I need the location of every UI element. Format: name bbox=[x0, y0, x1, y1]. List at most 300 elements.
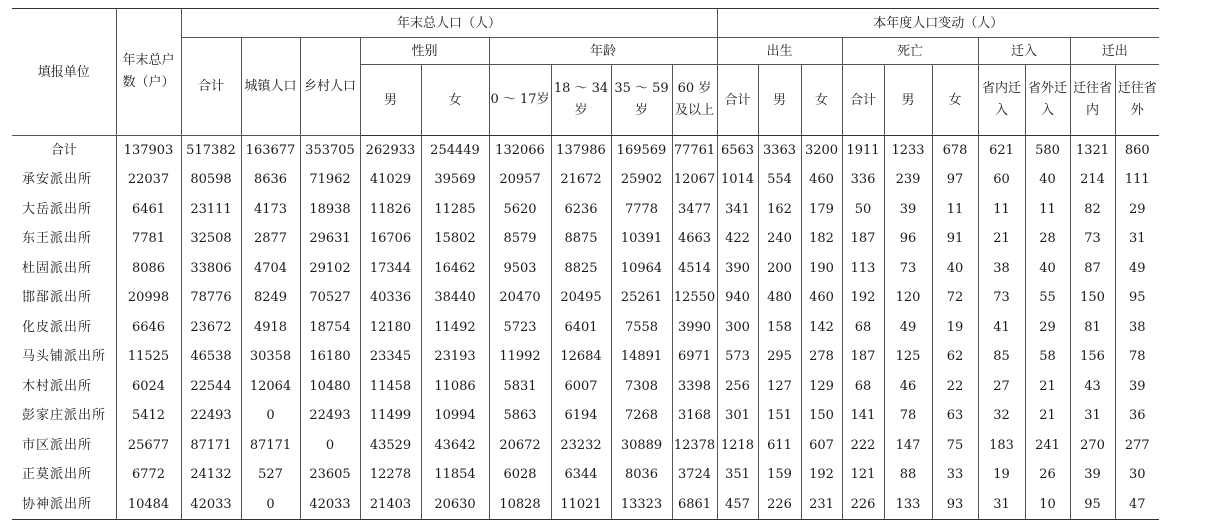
table-cell: 8636 bbox=[241, 165, 300, 195]
table-cell: 11992 bbox=[489, 342, 551, 372]
table-cell: 460 bbox=[801, 165, 842, 195]
table-cell: 336 bbox=[842, 165, 884, 195]
table-cell: 68 bbox=[842, 313, 884, 343]
table-cell: 20957 bbox=[489, 165, 551, 195]
table-cell: 6563 bbox=[717, 136, 758, 166]
table-cell: 78776 bbox=[181, 283, 241, 313]
table-cell: 6646 bbox=[116, 313, 181, 343]
table-cell: 73 bbox=[884, 254, 932, 284]
table-cell: 6461 bbox=[116, 195, 181, 225]
table-cell: 21672 bbox=[551, 165, 611, 195]
table-cell: 12278 bbox=[360, 460, 421, 490]
table-cell: 78 bbox=[884, 401, 932, 431]
table-cell: 517382 bbox=[181, 136, 241, 166]
table-cell: 10994 bbox=[421, 401, 489, 431]
table-cell: 0 bbox=[241, 401, 300, 431]
table-cell: 580 bbox=[1025, 136, 1070, 166]
row-unit-name: 承安派出所 bbox=[22, 172, 93, 188]
table-cell: 14891 bbox=[611, 342, 672, 372]
header-change-group: 本年度人口变动（人） bbox=[717, 9, 1159, 38]
table-cell: 25261 bbox=[611, 283, 672, 313]
table-cell: 26 bbox=[1025, 460, 1070, 490]
row-unit-name: 邯郚派出所 bbox=[22, 290, 93, 306]
table-cell: 55 bbox=[1025, 283, 1070, 313]
table-cell: 226 bbox=[842, 490, 884, 520]
table-cell: 300 bbox=[717, 313, 758, 343]
table-cell: 120 bbox=[884, 283, 932, 313]
table-cell: 163677 bbox=[241, 136, 300, 166]
table-cell: 20998 bbox=[116, 283, 181, 313]
row-unit-name: 东王派出所 bbox=[22, 231, 93, 247]
table-cell: 39 bbox=[884, 195, 932, 225]
table-cell: 29102 bbox=[300, 254, 360, 284]
table-cell: 0 bbox=[300, 431, 360, 461]
table-cell: 73 bbox=[1070, 224, 1115, 254]
table-cell: 277 bbox=[1115, 431, 1159, 461]
table-cell: 226 bbox=[758, 490, 801, 520]
table-cell: 254449 bbox=[421, 136, 489, 166]
table-cell: 3990 bbox=[672, 313, 717, 343]
table-cell: 11826 bbox=[360, 195, 421, 225]
table-cell: 19 bbox=[978, 460, 1025, 490]
table-cell: 142 bbox=[801, 313, 842, 343]
table-cell: 240 bbox=[758, 224, 801, 254]
table-cell: 11 bbox=[978, 195, 1025, 225]
table-cell: 10964 bbox=[611, 254, 672, 284]
table-cell: 1233 bbox=[884, 136, 932, 166]
header-gender: 性别 bbox=[360, 38, 489, 65]
table-cell: 5412 bbox=[116, 401, 181, 431]
table-cell: 111 bbox=[1115, 165, 1159, 195]
population-table-container bbox=[12, 8, 1159, 520]
header-birth-male: 男 bbox=[758, 65, 801, 136]
table-cell: 20630 bbox=[421, 490, 489, 520]
table-cell: 85 bbox=[978, 342, 1025, 372]
table-cell: 33 bbox=[932, 460, 978, 490]
table-cell: 32 bbox=[978, 401, 1025, 431]
table-cell: 60 bbox=[978, 165, 1025, 195]
table-cell: 29631 bbox=[300, 224, 360, 254]
table-cell: 11285 bbox=[421, 195, 489, 225]
table-cell: 12064 bbox=[241, 372, 300, 402]
table-cell: 46538 bbox=[181, 342, 241, 372]
table-cell: 11458 bbox=[360, 372, 421, 402]
table-cell: 62 bbox=[932, 342, 978, 372]
table-cell: 43529 bbox=[360, 431, 421, 461]
table-cell: 11086 bbox=[421, 372, 489, 402]
table-cell: 7268 bbox=[611, 401, 672, 431]
table-cell: 554 bbox=[758, 165, 801, 195]
header-households: 年末总户数（户） bbox=[116, 9, 181, 136]
row-unit-name: 协神派出所 bbox=[12, 490, 116, 520]
table-row bbox=[12, 490, 1159, 520]
row-unit-name: 市区派出所 bbox=[22, 437, 93, 453]
table-row bbox=[12, 342, 1159, 372]
table-cell: 25902 bbox=[611, 165, 672, 195]
table-cell: 12550 bbox=[672, 283, 717, 313]
table-cell: 527 bbox=[241, 460, 300, 490]
table-cell: 42033 bbox=[181, 490, 241, 520]
table-cell: 270 bbox=[1070, 431, 1115, 461]
table-cell: 6772 bbox=[116, 460, 181, 490]
table-cell: 6236 bbox=[551, 195, 611, 225]
table-cell: 678 bbox=[932, 136, 978, 166]
table-cell: 1218 bbox=[717, 431, 758, 461]
table-cell: 11021 bbox=[551, 490, 611, 520]
table-cell: 607 bbox=[801, 431, 842, 461]
table-cell: 16462 bbox=[421, 254, 489, 284]
table-cell: 1321 bbox=[1070, 136, 1115, 166]
table-cell: 127 bbox=[758, 372, 801, 402]
table-row bbox=[12, 224, 1159, 254]
header-birth-total: 合计 bbox=[717, 65, 758, 136]
table-cell: 58 bbox=[1025, 342, 1070, 372]
row-unit-name: 化皮派出所 bbox=[22, 319, 93, 335]
table-cell: 2877 bbox=[241, 224, 300, 254]
table-cell: 75 bbox=[932, 431, 978, 461]
table-cell: 390 bbox=[717, 254, 758, 284]
header-deaths: 死亡 bbox=[842, 38, 978, 65]
table-cell: 12684 bbox=[551, 342, 611, 372]
table-cell: 460 bbox=[801, 283, 842, 313]
table-cell: 49 bbox=[884, 313, 932, 343]
row-unit-name: 杜固派出所 bbox=[22, 260, 93, 276]
table-cell: 5620 bbox=[489, 195, 551, 225]
table-cell: 30358 bbox=[241, 342, 300, 372]
table-header bbox=[12, 9, 1159, 136]
table-row bbox=[12, 195, 1159, 225]
table-cell: 3168 bbox=[672, 401, 717, 431]
table-cell: 4514 bbox=[672, 254, 717, 284]
table-cell: 15802 bbox=[421, 224, 489, 254]
table-cell: 11499 bbox=[360, 401, 421, 431]
table-cell: 42033 bbox=[300, 490, 360, 520]
table-cell: 256 bbox=[717, 372, 758, 402]
table-cell: 88 bbox=[884, 460, 932, 490]
table-cell: 12180 bbox=[360, 313, 421, 343]
table-cell: 8086 bbox=[116, 254, 181, 284]
table-cell: 22037 bbox=[116, 165, 181, 195]
table-cell: 50 bbox=[842, 195, 884, 225]
table-cell: 39 bbox=[1115, 372, 1159, 402]
population-table bbox=[12, 8, 1159, 520]
table-cell: 7781 bbox=[116, 224, 181, 254]
table-cell: 80598 bbox=[181, 165, 241, 195]
header-births: 出生 bbox=[717, 38, 842, 65]
table-cell: 21 bbox=[978, 224, 1025, 254]
table-row bbox=[12, 165, 1159, 195]
total-row bbox=[12, 136, 1159, 166]
table-cell: 30889 bbox=[611, 431, 672, 461]
table-cell: 39 bbox=[1070, 460, 1115, 490]
table-cell: 11 bbox=[1025, 195, 1070, 225]
table-cell: 6861 bbox=[672, 490, 717, 520]
table-cell: 133 bbox=[884, 490, 932, 520]
table-cell: 73 bbox=[978, 283, 1025, 313]
table-cell: 158 bbox=[758, 313, 801, 343]
table-row bbox=[12, 431, 1159, 461]
table-cell: 43642 bbox=[421, 431, 489, 461]
table-cell: 87 bbox=[1070, 254, 1115, 284]
table-cell: 91 bbox=[932, 224, 978, 254]
table-cell: 4918 bbox=[241, 313, 300, 343]
table-cell: 147 bbox=[884, 431, 932, 461]
table-cell: 22493 bbox=[300, 401, 360, 431]
table-cell: 23232 bbox=[551, 431, 611, 461]
table-cell: 23111 bbox=[181, 195, 241, 225]
table-cell: 19 bbox=[932, 313, 978, 343]
table-cell: 38 bbox=[978, 254, 1025, 284]
header-age-0-17: 0 ～ 17岁 bbox=[489, 65, 551, 136]
table-cell: 20470 bbox=[489, 283, 551, 313]
header-total: 合计 bbox=[181, 38, 241, 136]
table-cell: 5831 bbox=[489, 372, 551, 402]
table-cell: 860 bbox=[1115, 136, 1159, 166]
table-cell: 183 bbox=[978, 431, 1025, 461]
table-cell: 9503 bbox=[489, 254, 551, 284]
table-cell: 25677 bbox=[116, 431, 181, 461]
table-cell: 31 bbox=[978, 490, 1025, 520]
table-cell: 4663 bbox=[672, 224, 717, 254]
table-cell: 6401 bbox=[551, 313, 611, 343]
table-cell: 231 bbox=[801, 490, 842, 520]
table-cell: 31 bbox=[1070, 401, 1115, 431]
table-cell: 32508 bbox=[181, 224, 241, 254]
header-death-total: 合计 bbox=[842, 65, 884, 136]
table-cell: 21 bbox=[1025, 401, 1070, 431]
table-cell: 41 bbox=[978, 313, 1025, 343]
row-unit-name: 大岳派出所 bbox=[22, 201, 93, 217]
header-death-male: 男 bbox=[884, 65, 932, 136]
table-cell: 8579 bbox=[489, 224, 551, 254]
table-cell: 3363 bbox=[758, 136, 801, 166]
table-cell: 262933 bbox=[360, 136, 421, 166]
table-cell: 31 bbox=[1115, 224, 1159, 254]
table-cell: 200 bbox=[758, 254, 801, 284]
table-cell: 162 bbox=[758, 195, 801, 225]
row-unit-name: 彭家庄派出所 bbox=[22, 408, 107, 424]
table-cell: 940 bbox=[717, 283, 758, 313]
header-urban: 城镇人口 bbox=[241, 38, 300, 136]
table-cell: 3398 bbox=[672, 372, 717, 402]
table-cell: 341 bbox=[717, 195, 758, 225]
table-cell: 278 bbox=[801, 342, 842, 372]
table-cell: 6194 bbox=[551, 401, 611, 431]
table-cell: 457 bbox=[717, 490, 758, 520]
table-cell: 38440 bbox=[421, 283, 489, 313]
table-cell: 63 bbox=[932, 401, 978, 431]
header-age-35-59: 35 ～ 59岁 bbox=[611, 65, 672, 136]
header-move-in: 迁入 bbox=[978, 38, 1070, 65]
table-cell: 4173 bbox=[241, 195, 300, 225]
table-cell: 10 bbox=[1025, 490, 1070, 520]
table-cell: 72 bbox=[932, 283, 978, 313]
table-cell: 23193 bbox=[421, 342, 489, 372]
table-cell: 13323 bbox=[611, 490, 672, 520]
table-cell: 6024 bbox=[116, 372, 181, 402]
table-cell: 20495 bbox=[551, 283, 611, 313]
table-cell: 353705 bbox=[300, 136, 360, 166]
table-cell: 97 bbox=[932, 165, 978, 195]
table-cell: 17344 bbox=[360, 254, 421, 284]
table-cell: 156 bbox=[1070, 342, 1115, 372]
header-to-province: 迁往省内 bbox=[1070, 65, 1115, 136]
table-cell: 129 bbox=[801, 372, 842, 402]
table-cell: 222 bbox=[842, 431, 884, 461]
table-cell: 113 bbox=[842, 254, 884, 284]
table-cell: 301 bbox=[717, 401, 758, 431]
table-cell: 132066 bbox=[489, 136, 551, 166]
table-cell: 49 bbox=[1115, 254, 1159, 284]
table-cell: 6344 bbox=[551, 460, 611, 490]
table-cell: 8825 bbox=[551, 254, 611, 284]
header-to-outside: 迁往省外 bbox=[1115, 65, 1159, 136]
table-cell: 10484 bbox=[116, 490, 181, 520]
table-cell: 40336 bbox=[360, 283, 421, 313]
table-cell: 95 bbox=[1070, 490, 1115, 520]
table-cell: 159 bbox=[758, 460, 801, 490]
table-cell: 29 bbox=[1025, 313, 1070, 343]
table-cell: 38 bbox=[1115, 313, 1159, 343]
header-death-female: 女 bbox=[932, 65, 978, 136]
table-cell: 5863 bbox=[489, 401, 551, 431]
table-cell: 573 bbox=[717, 342, 758, 372]
table-cell: 18754 bbox=[300, 313, 360, 343]
table-cell: 121 bbox=[842, 460, 884, 490]
table-cell: 6007 bbox=[551, 372, 611, 402]
table-cell: 93 bbox=[932, 490, 978, 520]
table-row bbox=[12, 460, 1159, 490]
table-cell: 1014 bbox=[717, 165, 758, 195]
table-cell: 77761 bbox=[672, 136, 717, 166]
table-cell: 137903 bbox=[116, 136, 181, 166]
header-male: 男 bbox=[360, 65, 421, 136]
table-cell: 125 bbox=[884, 342, 932, 372]
table-cell: 3200 bbox=[801, 136, 842, 166]
table-cell: 21 bbox=[1025, 372, 1070, 402]
table-cell: 5723 bbox=[489, 313, 551, 343]
table-cell: 351 bbox=[717, 460, 758, 490]
table-cell: 7778 bbox=[611, 195, 672, 225]
table-cell: 3724 bbox=[672, 460, 717, 490]
table-cell: 12378 bbox=[672, 431, 717, 461]
table-cell: 150 bbox=[1070, 283, 1115, 313]
table-cell: 78 bbox=[1115, 342, 1159, 372]
table-cell: 150 bbox=[801, 401, 842, 431]
table-cell: 11525 bbox=[116, 342, 181, 372]
header-rural: 乡村人口 bbox=[300, 38, 360, 136]
table-cell: 24132 bbox=[181, 460, 241, 490]
table-cell: 81 bbox=[1070, 313, 1115, 343]
table-cell: 8875 bbox=[551, 224, 611, 254]
row-unit-name: 马头铺派出所 bbox=[22, 349, 107, 365]
table-cell: 11854 bbox=[421, 460, 489, 490]
table-cell: 241 bbox=[1025, 431, 1070, 461]
table-cell: 187 bbox=[842, 224, 884, 254]
table-cell: 621 bbox=[978, 136, 1025, 166]
table-cell: 40 bbox=[1025, 165, 1070, 195]
table-cell: 21403 bbox=[360, 490, 421, 520]
table-cell: 68 bbox=[842, 372, 884, 402]
row-unit-name: 正莫派出所 bbox=[22, 467, 93, 483]
table-cell: 22544 bbox=[181, 372, 241, 402]
table-cell: 182 bbox=[801, 224, 842, 254]
table-cell: 8249 bbox=[241, 283, 300, 313]
header-age-18-34: 18 ～ 34岁 bbox=[551, 65, 611, 136]
table-row bbox=[12, 313, 1159, 343]
table-cell: 20672 bbox=[489, 431, 551, 461]
table-row bbox=[12, 283, 1159, 313]
header-in-province: 省内迁入 bbox=[978, 65, 1025, 136]
table-cell: 23672 bbox=[181, 313, 241, 343]
table-cell: 214 bbox=[1070, 165, 1115, 195]
table-cell: 6028 bbox=[489, 460, 551, 490]
table-cell: 422 bbox=[717, 224, 758, 254]
row-unit-name: 木村派出所 bbox=[22, 378, 93, 394]
table-cell: 41029 bbox=[360, 165, 421, 195]
table-cell: 151 bbox=[758, 401, 801, 431]
table-cell: 190 bbox=[801, 254, 842, 284]
table-cell: 192 bbox=[801, 460, 842, 490]
table-cell: 27 bbox=[978, 372, 1025, 402]
table-cell: 10828 bbox=[489, 490, 551, 520]
table-cell: 239 bbox=[884, 165, 932, 195]
table-cell: 46 bbox=[884, 372, 932, 402]
table-row bbox=[12, 401, 1159, 431]
table-cell: 39569 bbox=[421, 165, 489, 195]
table-cell: 11 bbox=[932, 195, 978, 225]
header-age-60-plus: 60 岁及以上 bbox=[672, 65, 717, 136]
table-cell: 141 bbox=[842, 401, 884, 431]
table-cell: 11492 bbox=[421, 313, 489, 343]
table-cell: 12067 bbox=[672, 165, 717, 195]
table-cell: 18938 bbox=[300, 195, 360, 225]
table-cell: 8036 bbox=[611, 460, 672, 490]
table-cell: 7308 bbox=[611, 372, 672, 402]
table-cell: 96 bbox=[884, 224, 932, 254]
table-row bbox=[12, 254, 1159, 284]
table-cell: 47 bbox=[1115, 490, 1159, 520]
header-unit: 填报单位 bbox=[12, 9, 116, 136]
header-birth-female: 女 bbox=[801, 65, 842, 136]
table-cell: 71962 bbox=[300, 165, 360, 195]
header-age: 年龄 bbox=[489, 38, 717, 65]
table-cell: 28 bbox=[1025, 224, 1070, 254]
table-cell: 16706 bbox=[360, 224, 421, 254]
table-cell: 6971 bbox=[672, 342, 717, 372]
table-cell: 16180 bbox=[300, 342, 360, 372]
table-body bbox=[12, 136, 1159, 520]
table-cell: 10391 bbox=[611, 224, 672, 254]
row-unit-name: 合计 bbox=[50, 143, 77, 158]
table-row bbox=[12, 372, 1159, 402]
header-population-group: 年末总人口（人） bbox=[181, 9, 717, 38]
table-cell: 30 bbox=[1115, 460, 1159, 490]
table-cell: 23605 bbox=[300, 460, 360, 490]
header-female: 女 bbox=[421, 65, 489, 136]
table-cell: 187 bbox=[842, 342, 884, 372]
table-cell: 36 bbox=[1115, 401, 1159, 431]
table-cell: 23345 bbox=[360, 342, 421, 372]
table-cell: 82 bbox=[1070, 195, 1115, 225]
table-cell: 87171 bbox=[241, 431, 300, 461]
table-cell: 22 bbox=[932, 372, 978, 402]
table-cell: 40 bbox=[932, 254, 978, 284]
table-cell: 43 bbox=[1070, 372, 1115, 402]
table-cell: 179 bbox=[801, 195, 842, 225]
table-cell: 10480 bbox=[300, 372, 360, 402]
table-cell: 7558 bbox=[611, 313, 672, 343]
